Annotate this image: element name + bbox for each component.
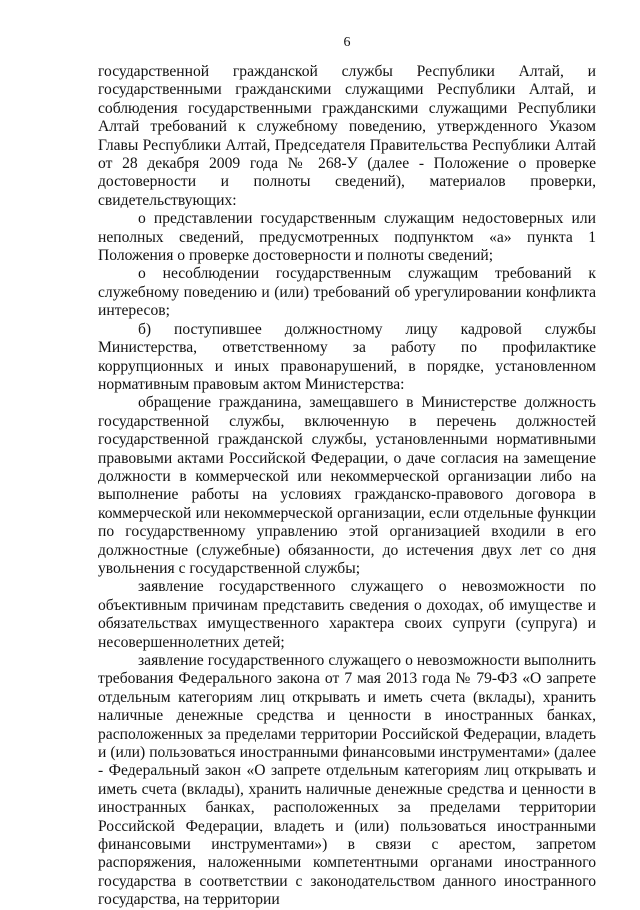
paragraph-foreign-accounts: заявление государственного служащего о невозможности выполнить требования Федерального закона от 7 мая 2013 года № 79-ФЗ «О запрете отдельным категориям лиц открывать и иметь счета (вклады), хранить наличные денежные средства и ценности в иностранных банках, расположенных за пределами территории Российской Федерации, владеть и (или) пользоваться иностранными финансовыми инструментами» (далее - Федеральный закон «О запрете отдельным категориям лиц открывать и иметь счета (вклады), хранить наличные денежные средства и ценности в иностранных банках, расположенных за пределами территории Российской Федерации, владеть и (или) пользоваться иностранными финансовыми инструментами») в связи с арестом, запретом распоряжения, наложенными компетентными органами иностранного государства в соответствии с законодательством данного иностранного государства, на территории [98, 652, 596, 909]
paragraph-item-b: б) поступившее должностному лицу кадровой службы Министерства, ответственному за работу по профилактике коррупционных и иных правонарушений, в порядке, установленном нормативным правовым актом Министерства: [98, 320, 596, 393]
paragraph-conduct-violation: о несоблюдении государственным служащим требований к служебному поведению и (или) требований об урегулировании конфликта интересов; [98, 265, 596, 320]
paragraph-intro-continuation: государственной гражданской службы Республики Алтай, и государственными гражданскими служащими Республики Алтай, и соблюдения государственными гражданскими служащими Республики Алтай требований к служебному поведению, утвержденного Указом Главы Республики Алтай, Председателя Правительства Республики Алтай от 28 декабря 2009 года № 268-У (далее - Положение о проверке достоверности и полноты сведений), материалов проверки, свидетельствующих: [98, 63, 596, 209]
paragraph-citizen-appeal: обращение гражданина, замещавшего в Министерстве должность государственной службы, включенную в перечень должностей государственной гражданской службы, установленными нормативными правовыми актами Российской Федерации, о даче согласия на замещение должности в коммерческой или некоммерческой организации либо на выполнение работы на условиях гражданско-правового договора в коммерческой или некоммерческой организации, если отдельные функции по государственному управлению этой организацией входили в его должностные (служебные) обязанности, до истечения двух лет со дня увольнения с государственной службы; [98, 394, 596, 577]
paragraph-unreliable-info: о представлении государственным служащим недостоверных или неполных сведений, предусмотренных подпунктом «а» пункта 1 Положения о проверке достоверности и полноты сведений; [98, 210, 596, 265]
page-number: 6 [343, 35, 351, 50]
paragraph-income-statement: заявление государственного служащего о невозможности по объективным причинам представить сведения о доходах, об имуществе и обязательствах имущественного характера своих супруги (супруга) и несовершеннолетних детей; [98, 578, 596, 651]
